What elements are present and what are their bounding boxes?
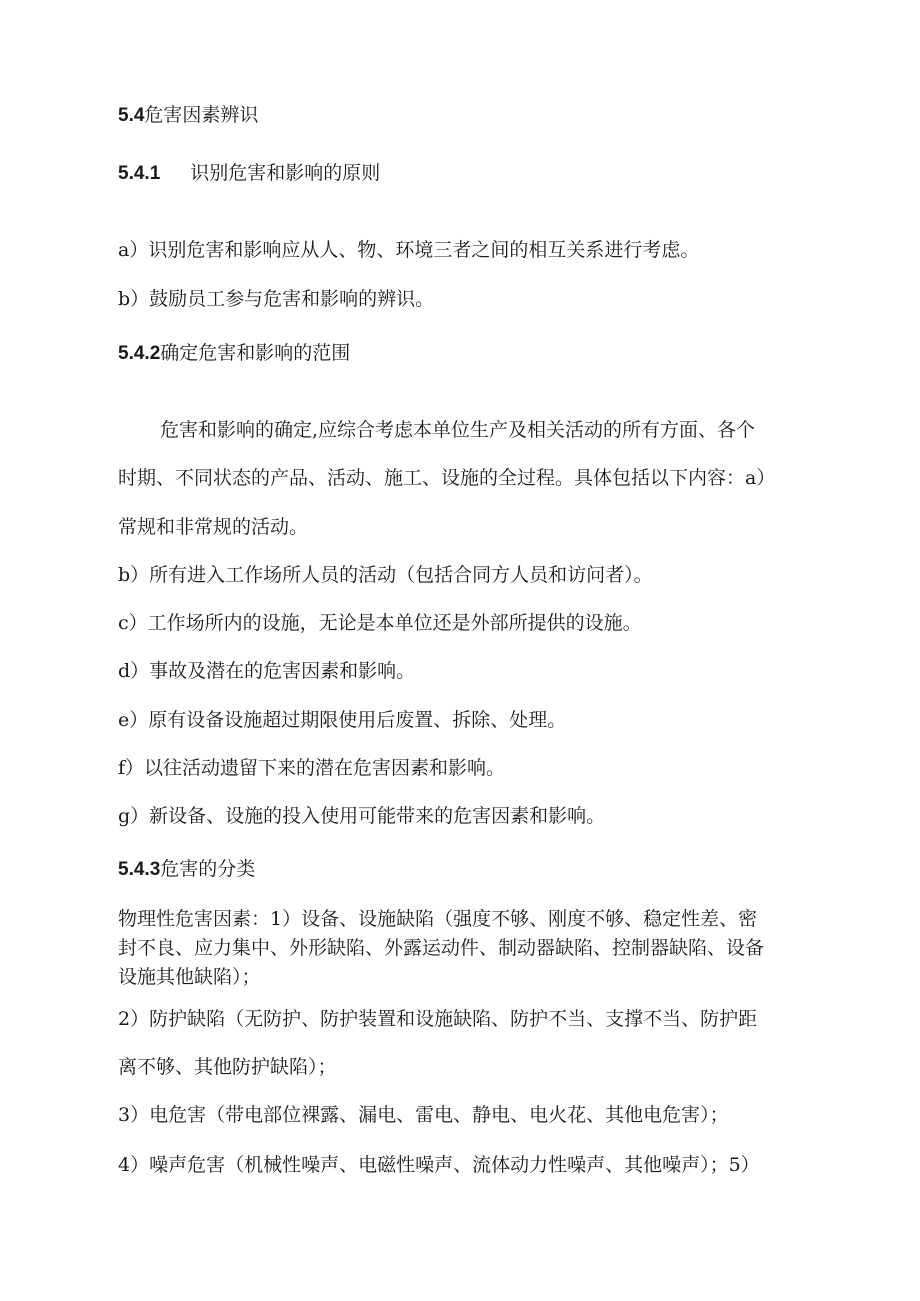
heading-5-4-1: 5.4.1 识别危害和影响的原则 [118,162,381,184]
heading-5-4-2: 5.4.2确定危害和影响的范围 [118,342,351,364]
classification-line: 3）电危害（带电部位裸露、漏电、雷电、静电、电火花、其他电危害）； [118,1104,729,1126]
scope-paragraph-line: 时期、不同状态的产品、活动、施工、设施的全过程。具体包括以下内容：a） [118,467,776,489]
scope-paragraph-line: 常规和非常规的活动。 [118,516,309,538]
classification-line: 4）噪声危害（机械性噪声、电磁性噪声、流体动力性噪声、其他噪声）；5） [118,1154,760,1176]
scope-item: d）事故及潜在的危害因素和影响。 [118,660,416,682]
classification-line: 2）防护缺陷（无防护、防护装置和设施缺陷、防护不当、支撑不当、防护距 [118,1008,758,1030]
classification-line: 离不够、其他防护缺陷）； [118,1056,337,1078]
heading-5-4: 5.4危害因素辨识 [118,104,259,126]
classification-line: 设施其他缺陷）； [118,966,261,988]
principle-item: a）识别危害和影响应从人、物、环境三者之间的相互关系进行考虑。 [118,239,700,261]
scope-paragraph-line: 危害和影响的确定,应综合考虑本单位生产及相关活动的所有方面、各个 [160,419,756,441]
principle-item: b）鼓励员工参与危害和影响的辨识。 [118,288,435,310]
scope-item: e）原有设备设施超过期限使用后废置、拆除、处理。 [118,709,567,731]
classification-line: 封不良、应力集中、外形缺陷、外露运动件、制动器缺陷、控制器缺陷、设备 [118,937,765,959]
heading-5-4-3: 5.4.3危害的分类 [118,858,256,880]
scope-item: g）新设备、设施的投入使用可能带来的危害因素和影响。 [118,805,606,827]
scope-item: b）所有进入工作场所人员的活动（包括合同方人员和访问者）。 [118,564,653,586]
classification-line: 物理性危害因素：1）设备、设施缺陷（强度不够、刚度不够、稳定性差、密 [118,908,758,930]
scope-item: f）以往活动遗留下来的潜在危害因素和影响。 [118,757,506,779]
scope-item: c）工作场所内的设施，无论是本单位还是外部所提供的设施。 [118,612,642,634]
